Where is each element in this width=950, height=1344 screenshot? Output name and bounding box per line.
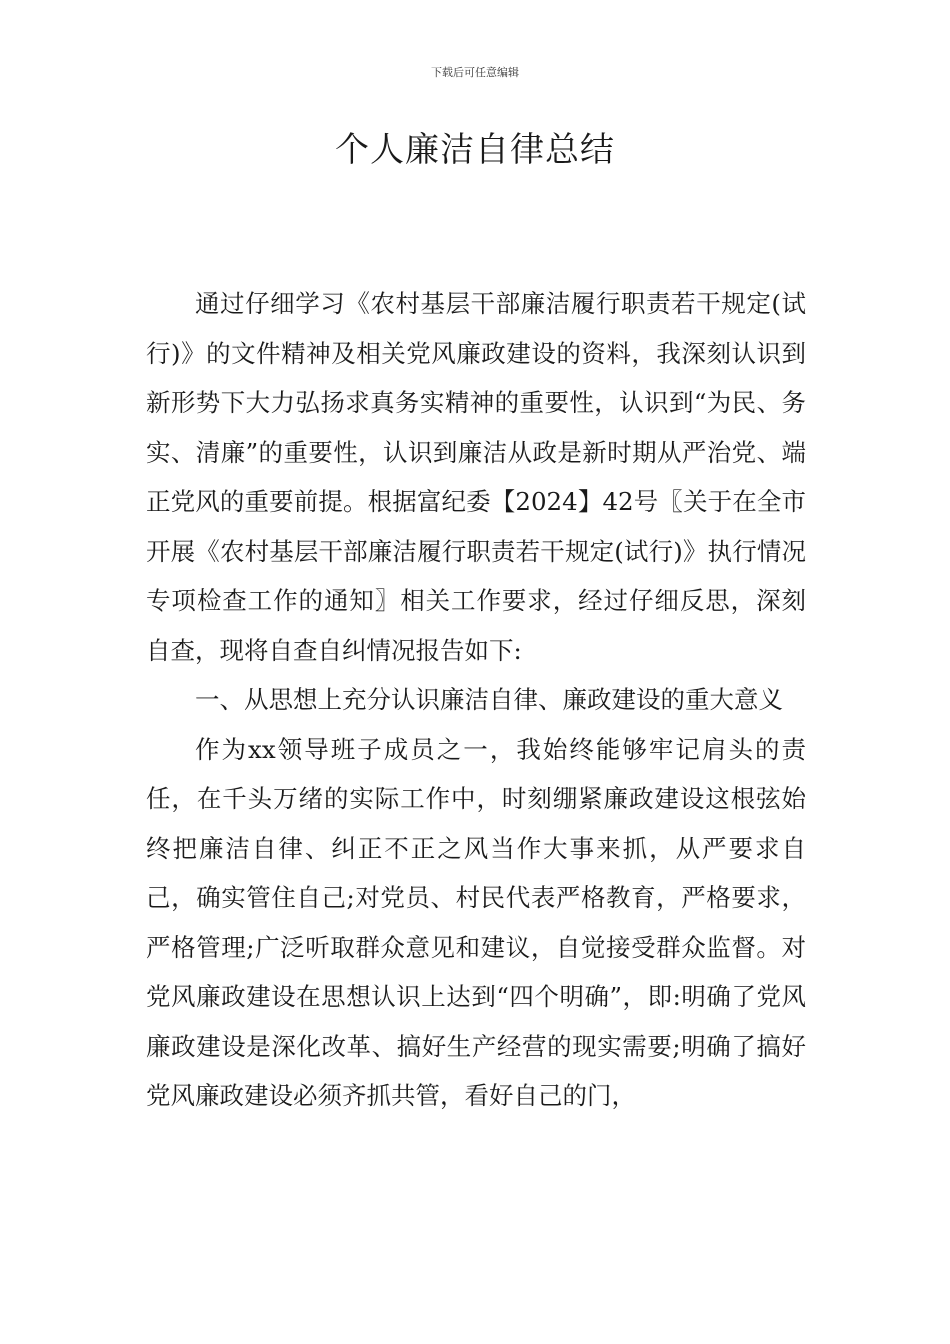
header-note: 下载后可任意编辑: [431, 66, 519, 79]
section-heading-1: 一、从思想上充分认识廉洁自律、廉政建设的重大意义: [195, 685, 783, 714]
paragraph-intro: 通过仔细学习《农村基层干部廉洁履行职责若干规定(试行)》的文件精神及相关党风廉政建设的资料，我深刻认识到新形势下大力弘扬求真务实精神的重要性，认识到“为民、务实、清廉”的重要性，认识到廉洁从政是新时期从严治党、端正党风的重要前提。根据富纪委【2024】42号〖关于在全市开展《农村基层干部廉洁履行职责若干规定(试行)》执行情况专项检查工作的通知〗相关工作要求，经过仔细反思，深刻自查，现将自查自纠情况报告如下:: [146, 289, 806, 665]
document-body: [146, 279, 806, 1121]
paragraph-section-1: 作为xx领导班子成员之一，我始终能够牢记肩头的责任，在千头万绪的实际工作中，时刻绷紧廉政建设这根弦始终把廉洁自律、纠正不正之风当作大事来抓，从严要求自己，确实管住自己;对党员、村民代表严格教育，严格要求，严格管理;广泛听取群众意见和建议，自觉接受群众监督。对党风廉政建设在思想认识上达到“四个明确”，即:明确了党风廉政建设是深化改革、搞好生产经营的现实需要;明确了搞好党风廉政建设必须齐抓共管，看好自己的门，: [146, 734, 806, 1110]
document-title: 个人廉洁自律总结: [335, 130, 615, 170]
